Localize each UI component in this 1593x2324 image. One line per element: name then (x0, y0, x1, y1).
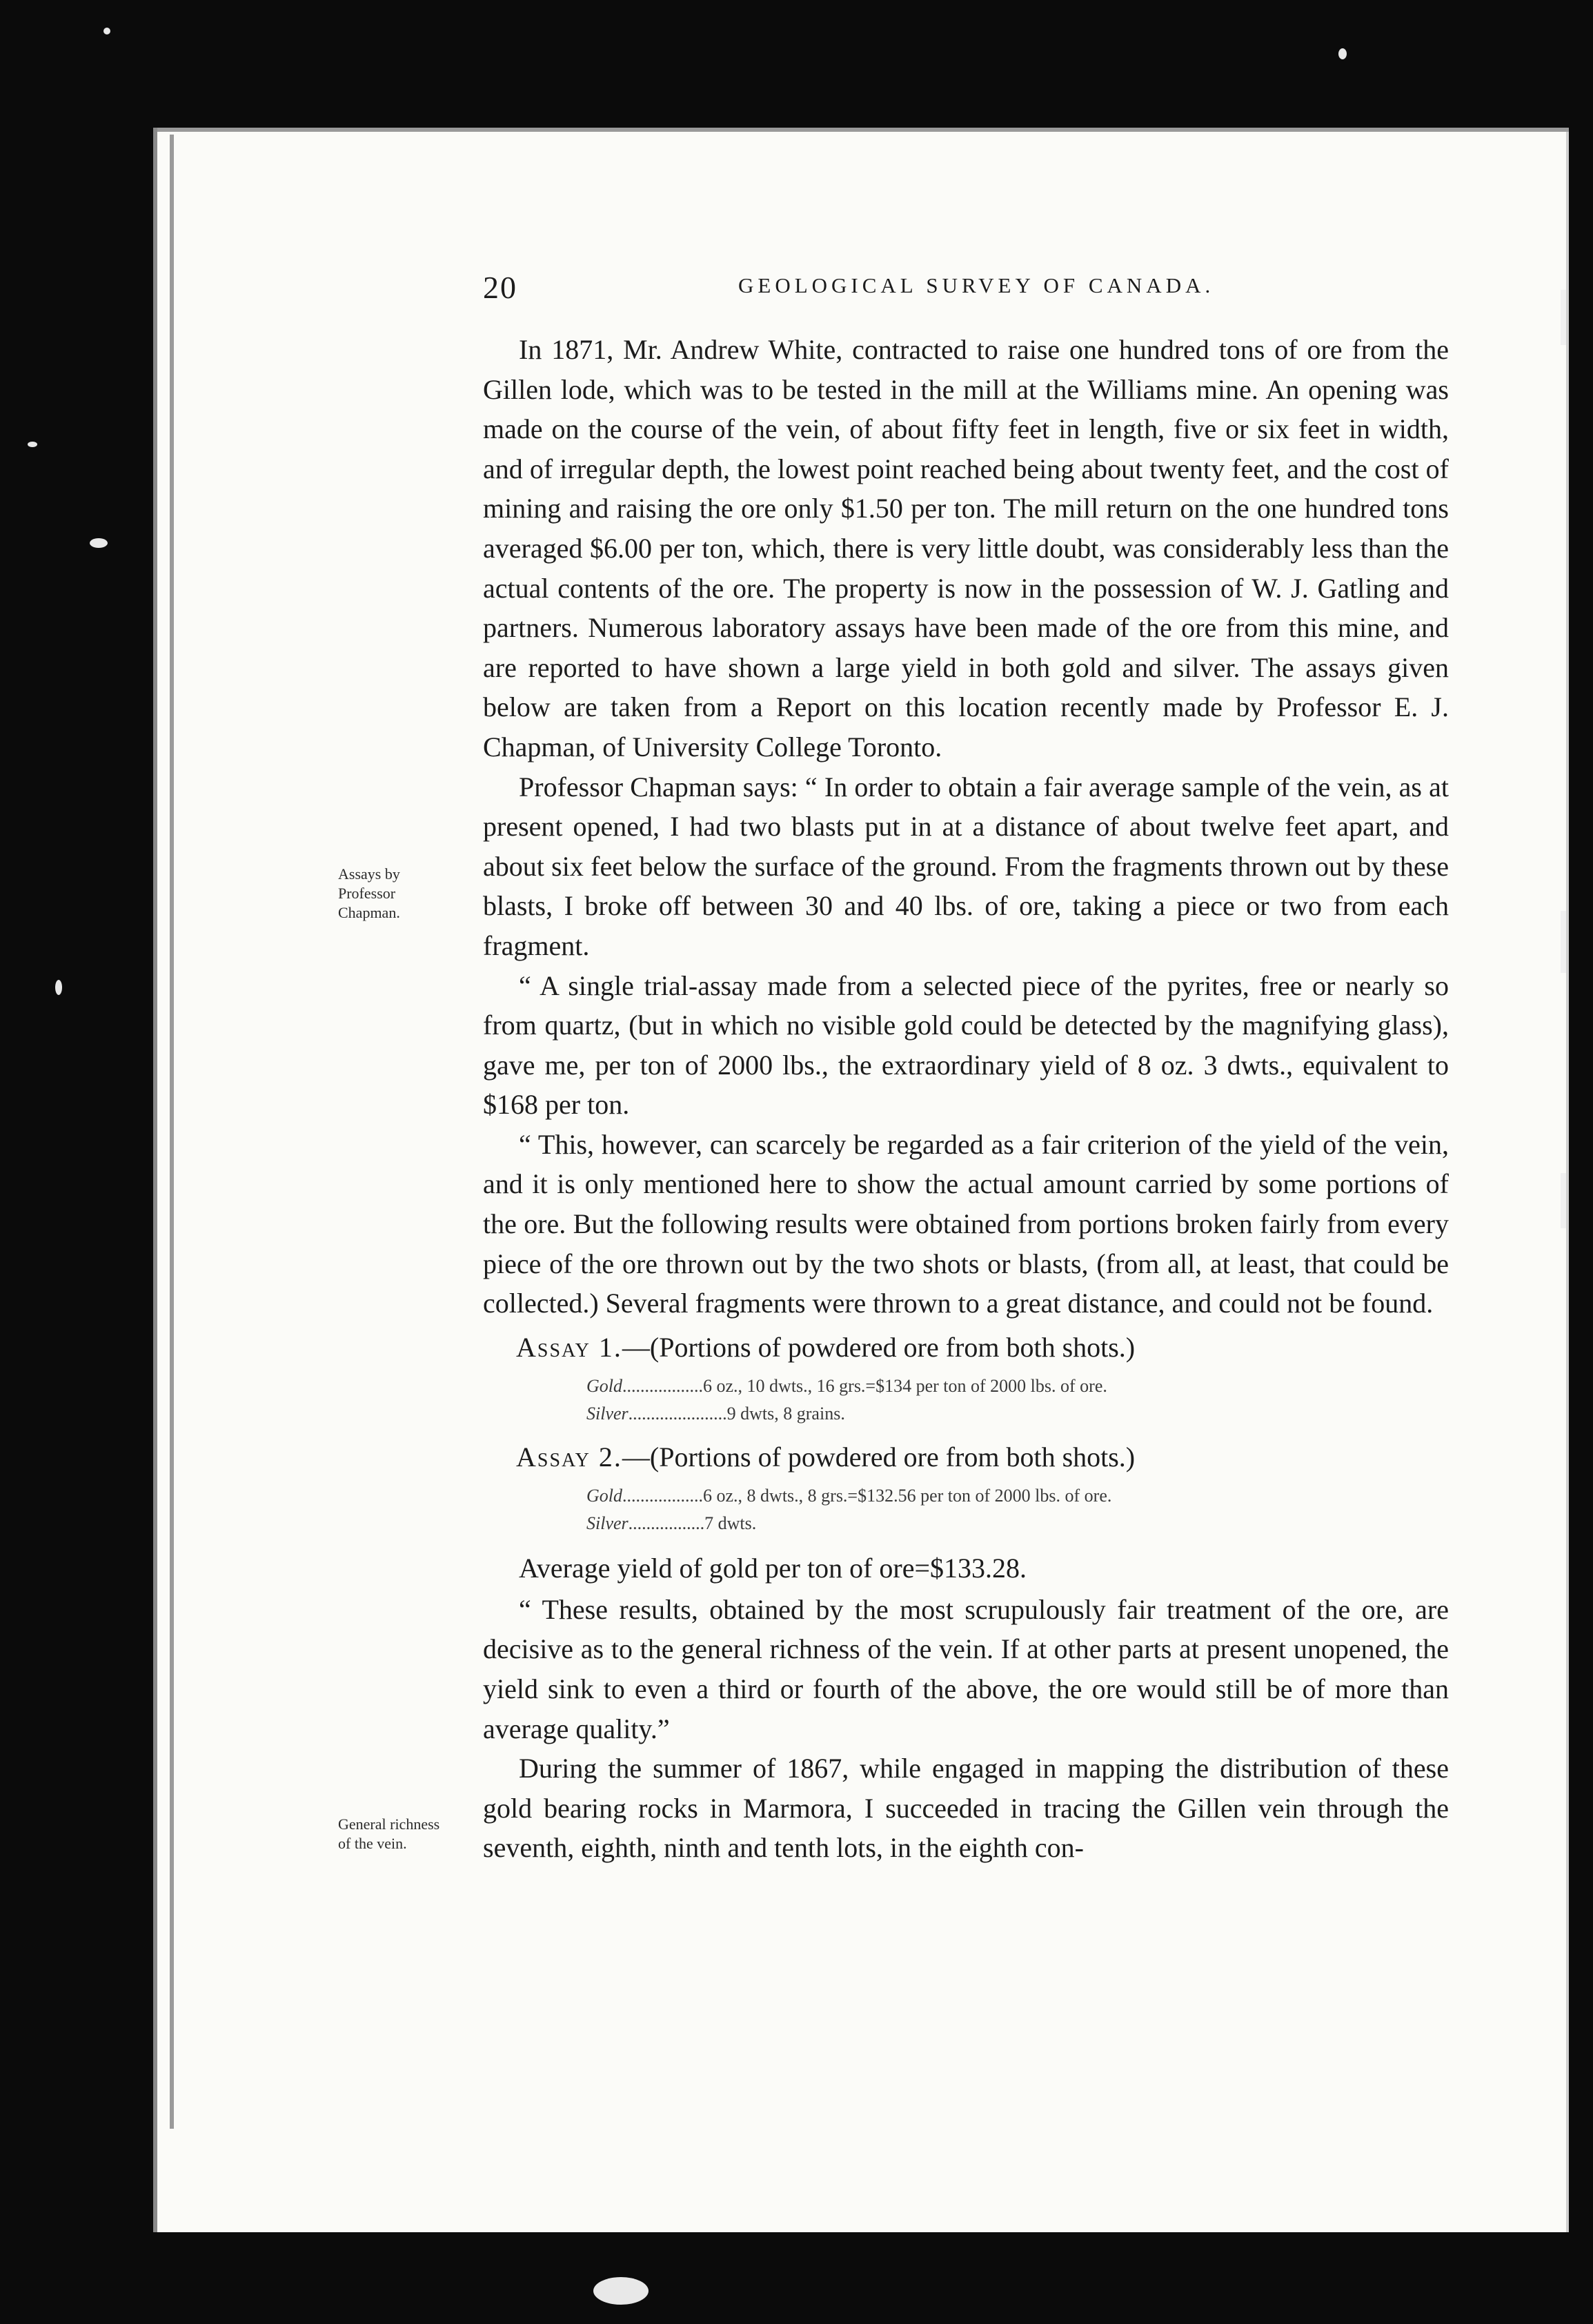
scan-speck (103, 28, 110, 35)
paragraph: “ This, however, can scarcely be regarded as a fair criterion of the yield of the vein, and it is only mentioned here to show the actual amount carried by some portions of the ore. But the following results were obtained from portions broken fairly from every piece of the ore thrown out by the two shots or blasts, (from all, at least, that could be collected.) Several fragments were thrown to a great distance, and could not be found. (483, 1128, 1449, 1319)
scan-speck (55, 980, 62, 995)
assay-row: Silver.................7 dwts. (586, 1513, 757, 1533)
paragraph: In 1871, Mr. Andrew White, contracted to raise one hundred tons of ore from the Gillen lode, which was to be tested in the mill at the Williams mine. An opening was made on the course of the vein, of about fifty feet in length, five or six feet in width, and of irregular depth, the lowest point reached being about twenty feet, and the cost of mining and raising the ore only $1.50 per ton. The mill return on the one hundred tons averaged $6.00 per ton, which, there is very little doubt, was considerably less than the actual contents of the ore. The property is now in the possession of W. J. Gatling and partners. Numerous laboratory assays have been made of the ore from this mine, and are reported to have shown a large yield in both gold and silver. The assays given below are taken from a Report on this location recently made by Professor E. J. Chapman, of University College Toronto. (483, 334, 1449, 762)
scan-speck (593, 2277, 649, 2305)
paragraph: During the summer of 1867, while engaged in mapping the distribution of these gold bearing rocks in Marmora, I succeeded in tracing the Gillen vein through the seventh, eighth, ninth and tenth lots, in the eighth con- (483, 1753, 1449, 1864)
paragraph: “ A single trial-assay made from a selected piece of the pyrites, free or nearly so from quartz, (but in which no visible gold could be detected by the magnifying glass), gave me, per ton of 2000 lbs., the extraordinary yield of 8 oz. 3 dwts., equivalent to $168 per ton. (483, 969, 1449, 1121)
assay-table (586, 1372, 1449, 1428)
binding-mark (1561, 911, 1566, 973)
scan-speck (90, 538, 108, 548)
paragraph: Professor Chapman says: “ In order to obtain a fair average sample of the vein, as at present opened, I had two blasts put in at a distance of about twelve feet apart, and about six feet below the surface of the ground. From the fragments thrown out by these blasts, I broke off between 30 and 40 lbs. of ore, taking a piece or two from each fragment. (483, 771, 1449, 961)
binding-mark (1561, 1173, 1566, 1228)
scan-speck (1338, 48, 1347, 59)
article-body (483, 330, 1449, 1868)
page-edge-rule (170, 135, 174, 2129)
running-title: GEOLOGICAL SURVEY OF CANADA. (738, 273, 1215, 297)
margin-note-richness: General richness of the vein. (338, 1815, 440, 1852)
assay-heading: Assay 1.—(Portions of powdered ore from both shots.) (516, 1331, 1136, 1363)
average-yield: Average yield of gold per ton of ore=$133.28. (519, 1552, 1027, 1584)
assay-row: Gold..................6 oz., 10 dwts., 16 grs.=$134 per ton of 2000 lbs. of ore. (586, 1375, 1107, 1396)
margin-note-assays: Assays by Professor Chapman. (338, 865, 400, 921)
scan-speck (28, 442, 37, 447)
assay-table (586, 1482, 1449, 1537)
assay-heading: Assay 2.—(Portions of powdered ore from both shots.) (516, 1441, 1136, 1473)
assay-row: Gold..................6 oz., 8 dwts., 8 grs.=$132.56 per ton of 2000 lbs. of ore. (586, 1485, 1112, 1506)
assay-row: Silver......................9 dwts, 8 grains. (586, 1403, 845, 1424)
paragraph: “ These results, obtained by the most scrupulously fair treatment of the ore, are decisive as to the general richness of the vein. If at other parts at present unopened, the yield sink to even a third or fourth of the above, the ore would still be of more than average quality.” (483, 1593, 1449, 1744)
page-number: 20 (483, 270, 517, 305)
binding-mark (1561, 290, 1566, 345)
running-header (483, 269, 1449, 311)
